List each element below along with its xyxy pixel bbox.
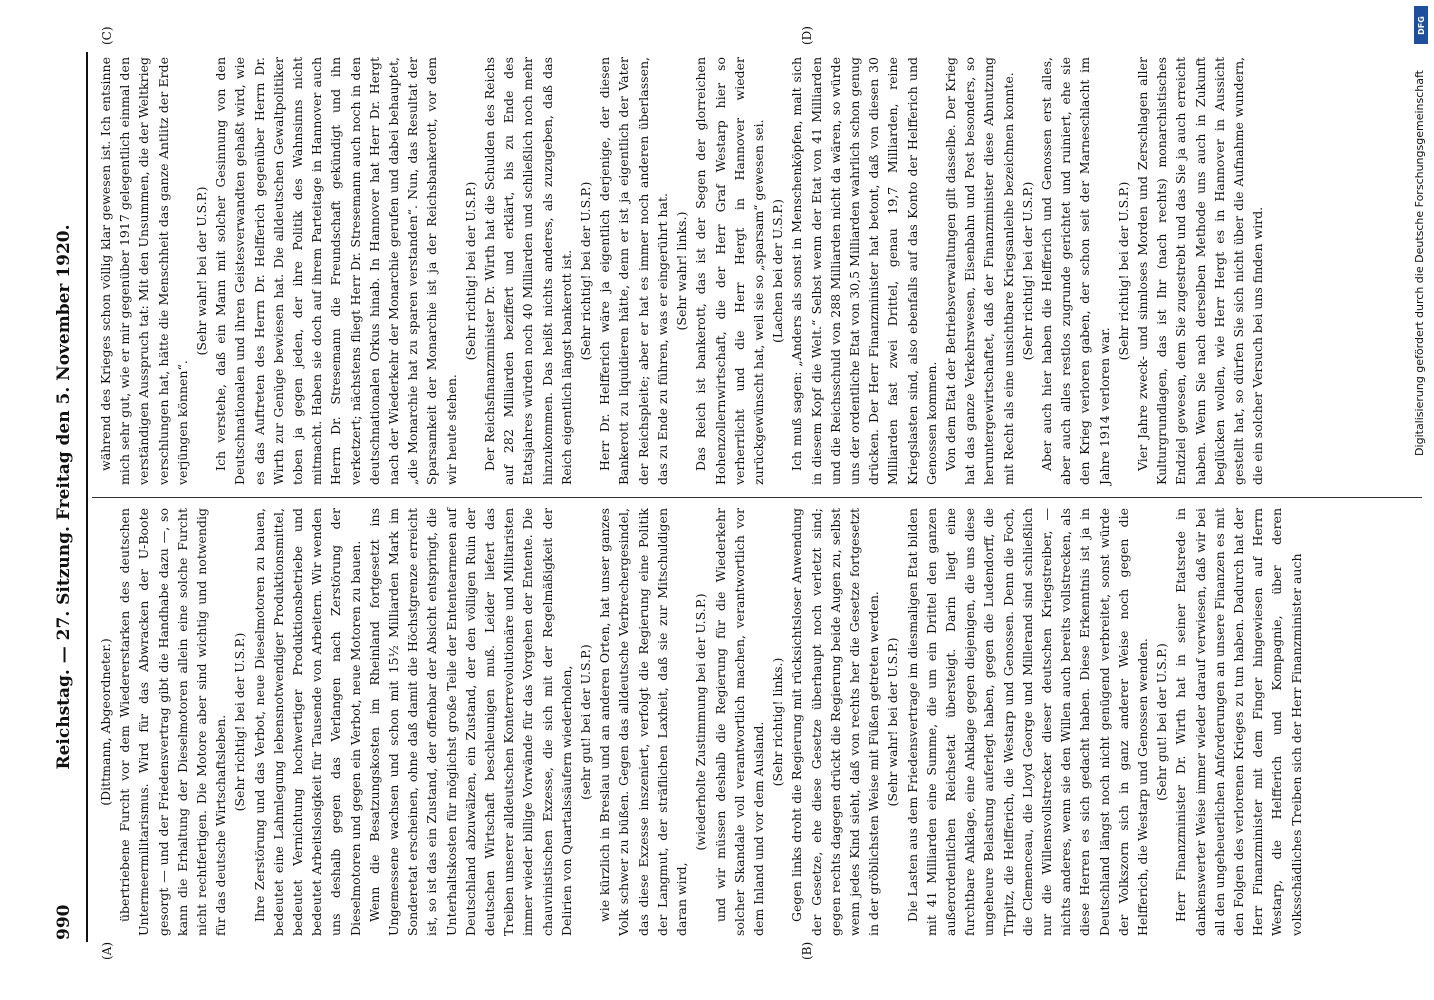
paragraph: (Sehr wahr! links.) (674, 211, 690, 331)
paragraph: Von dem Etat der Betriebsverwaltungen gilt dasselbe. Der Krieg hat das ganze Verkehrswesen, Eisenbahn und Post besonders, so heruntergewirtschaftet, daß der Finanzminister diese Abnutzung mit Recht als eine unsichtbare Kriegsanleihe bezeichnen konnte. (942, 57, 1016, 485)
page-header (50, 52, 78, 942)
paragraph: Wenn die Besatzungskosten im Rheinland fortgesetzt ins Ungemessene wachsen und schon mit 15½ Milliarden Mark im Sonderetat erscheinen, ohne daß damit die Höchstgrenze erreicht ist, so ist das ein Zustand, der offenbar der Absicht entspringt, die Unterhaltskosten für möglichst große Teile der Ententearmeen auf Deutschland abzuwälzen, ein Zustand, der den völligen Ruin der deutschen Wirtschaft beschleunigen muß. Leider liefert das Treiben unserer alldeutschen Konterrevolutionäre und Militaristen immer wieder billige Vorwände für das Vorgehen der Entente. Die chauvinistischen Exzesse, die sich mit der Regelmäßigkeit der Delirien von Quartalssäufern wiederholen, (366, 508, 574, 936)
paragraph: übertriebene Furcht vor dem Wiedererstarken des deutschen Untermeermilitarismus. Wird für das Abwracken der U-Boote gesorgt — und der Friedensvertrag gibt die Handhabe dazu —, so kann die Erhaltung der Dieselmotoren allein eine solche Furcht nicht rechtfertigen. Die Motore aber sind wichtig und notwendig für das deutsche Wirtschaftsleben. (117, 508, 229, 936)
paragraph: während des Krieges schon völlig klar gewesen ist. Ich entsinne mich sehr gut, wie er mir gegenüber 1917 gelegentlich einmal den verständigen Ausspruch tat: Mit den Unsummen, die der Weltkrieg verschlungen hat, hätte die Menschheit das ganze Antlitz der Erde verjüngen können“. (98, 57, 190, 485)
paragraph: (Sehr wahr! bei der U.S.P.) (885, 637, 901, 807)
paragraph: (Sehr richtig! bei der U.S.P.) (1115, 181, 1131, 361)
paragraph: Herr Dr. Helfferich wäre ja eigentlich derjenige, der diesen Bankerott zu liquidieren hätte, denn er ist ja eigentlich der Vater der Reichspleite; aber er hat es immer noch anderen überlassen, das zu Ende zu führen, was er eingerührt hat. (597, 57, 670, 485)
digitization-credit (1410, 10, 1430, 990)
paragraph: Der Reichsfinanzminister Dr. Wirth hat die Schulden des Reichs auf 282 Milliarden beziffert und erklärt, bis zu Ende des Etatsjahres würden noch 40 Milliarden und schließlich noch mehr hinzukommen. Das heißt nichts anderes, als zuzugeben, daß das Reich eigentlich längst bankerott ist. (482, 57, 574, 485)
paragraph: Gegen links droht die Regierung mit rücksichtsloser Anwendung der Gesetze, ehe diese Gesetze überhaupt noch verletzt sind; gegen rechts dagegen drückt die Regierung beide Augen zu, selbst wenn jedes Kind sieht, daß von rechts her die Gesetze fortgesetzt in der gröblichsten Weise mit Füßen getreten werden. (789, 508, 882, 936)
column-rule (92, 497, 1422, 498)
margin-marker-c: (C) (100, 26, 114, 45)
credit-text: Digitalisierung gefördert durch die Deutsche Forschungsgemeinschaft (1413, 70, 1426, 456)
paragraph: (sehr gut! bei der U.S.P.) (578, 644, 594, 800)
right-column (96, 57, 1267, 485)
paragraph: wie kürzlich in Breslau und an anderen Orten, hat unser ganzes Volk schwer zu büßen. Gegen das alldeutsche Verbrechergesindel, das diese Exzesse inszeniert, verfolgt die Regierung eine Politik der Langmut, der sträflichen Laxheit, daß sie zur Mitschuldigen daran wird, (597, 508, 690, 936)
margin-marker-a: (A) (100, 941, 114, 960)
paragraph: Vier Jahre zweck- und sinnloses Morden und Zerschlagen aller Kulturgrundlagen, das ist Ihr (nach rechts) monarchistisches Endziel gewesen, dem Sie zugestrebt und das Sie ja auch erreicht haben. Wenn Sie nach derselben Methode uns auch in Zukunft beglücken wollen, wie Herr Hergt es in Hannover in Aussicht gestellt hat, so dürfen Sie sich nicht über die Aufnahme wundern, die ein solcher Versuch bei uns finden wird. (1134, 57, 1266, 485)
paragraph: (Sehr gut! bei der U.S.P.) (1154, 643, 1170, 801)
margin-marker-b: (B) (800, 941, 814, 960)
paragraph: (Sehr richtig! bei der U.S.P.) (578, 181, 594, 361)
paragraph: Herr Finanzminister Dr. Wirth hat in seiner Etatsrede in dankenswerter Weise immer wieder darauf verwiesen, daß wir bei all den ungeheuerlichen Anforderungen an unsere Finanzen es mit den Folgen des verlorenen Krieges zu tun haben. Dadurch hat der Herr Finanzminister mit dem Finger hingewiesen auf Herrn Westarp, die Helfferich und Kompagnie, über deren volksschädliches Treiben sich der Herr Finanzminister auch (1173, 508, 1304, 936)
paragraph: (Sehr richtig! links.) (770, 657, 786, 787)
margin-marker-d: (D) (800, 26, 814, 45)
paragraph: (Sehr richtig! bei der U.S.P.) (462, 181, 478, 361)
paragraph: (Dittmann, Abgeordneter.) (98, 638, 113, 806)
paragraph: und wir müssen deshalb die Regierung für die Wiederkehr solcher Skandale voll verantwortlich machen, verantwortlich vor dem Inland und vor dem Ausland. (712, 508, 766, 936)
left-column (96, 508, 1306, 936)
dfg-logo-text: DFG (1416, 15, 1426, 35)
paragraph: (Sehr richtig! bei der U.S.P.) (232, 632, 248, 812)
paragraph: (Sehr wahr! bei der U.S.P.) (194, 186, 210, 356)
paragraph: Ihre Zerstörung und das Verbot, neue Dieselmotoren zu bauen, bedeutet eine Lahmlegung lebensnotwendiger Produktionsmittel, bedeutet Vernichtung hochwertiger Produktionsbetriebe und bedeutet Arbeitslosigkeit für Tausende von Arbeitern. Wir wenden uns deshalb gegen das Verlangen nach Zerstörung der Dieselmotoren und gegen ein Verbot, neue Motoren zu bauen. (251, 508, 363, 936)
paragraph: Das Reich ist bankerott, das ist der Segen der glorreichen Hohenzollernwirtschaft, die der Herr Graf Westarp hier so verherrlicht und die Herr Hergt in Hannover wieder zurückgewünscht hat, weil sie so „sparsam“ gewesen sei. (693, 57, 766, 485)
paragraph: Die Lasten aus dem Friedensvertrage im diesmaligen Etat bilden mit 41 Milliarden eine Summe, die um ein Drittel den ganzen außerordentlichen Reichsetat übersteigt. Darin liegt eine furchtbare Anklage, eine Anklage gegen diejenigen, die uns diese ungeheure Belastung auferlegt haben, gegen die Ludendorff, die Tirpitz, die Helfferich, die Westarp und Genossen. Denn die Foch, die Clemenceau, die Lloyd George und Millerand sind schließlich nur die Willensvollstrecker dieser deutschen Kriegstreiber, — nichts anderes, wenn sie den Willen auch bereits vollstrecken, als diese Herren es sich gedacht haben. Diese Erkenntnis ist ja in Deutschland längst noch nicht genügend verbreitet, sonst würde der Volkszorn sich in ganz anderer Weise noch gegen die Helfferich, die Westarp und Genossen wenden. (904, 508, 1150, 936)
paragraph: (wiederholte Zustimmung bei der U.S.P.) (693, 593, 709, 851)
header-rule (86, 52, 88, 942)
paragraph: Ich verstehe, daß ein Mann mit solcher Gesinnung von den Deutschnationalen und ihren Geistesverwandten gehaßt wird, wie es das Auftreten des Herrn Dr. Helfferich gegenüber Herrn Dr. Wirth zur Genüge bewiesen hat. Die alldeutschen Gewaltpolitiker toben ja gegen jeden, der ihre Politik des Wahnsinns nicht mitmacht. Haben sie doch auf ihrem Parteitage in Hannover auch Herrn Dr. Stresemann die Freundschaft gekündigt und ihn verketzert; nächstens fliegt Herr Dr. Stresemann auch noch in den deutschnationalen Orkus hinab. In Hannover hat Herr Dr. Hergt nach der Wiederkehr der Monarchie gerufen und dabei behauptet, „die Monarchie hat zu sparen verstanden“. Nun, das Resultat der Sparsamkeit der Monarchie ist ja der Reichsbankerott, vor dem wir heute stehen. (213, 57, 459, 485)
paragraph: Aber auch hier haben die Helfferich und Genossen erst alles, aber auch alles restlos zugrunde gerichtet und ruiniert, ehe sie den Krieg verloren gaben, der schon seit der Marneschlacht im Jahre 1914 verloren war. (1038, 57, 1112, 485)
running-title: Reichstag. — 27. Sitzung. Freitag den 5. November 1920. (54, 224, 74, 770)
paragraph: Ich muß sagen: „Anders als sonst in Menschenköpfen, malt sich in diesem Kopf die Welt.“ Selbst wenn der Etat von 41 Milliarden und die Reichsschuld von 288 Milliarden nicht da wären, so würde uns der ordentliche Etat von 30,5 Milliarden wahrlich schon genug drücken. Der Herr Finanzminister hat betont, daß von diesen 30 Milliarden fast zwei Drittel, genau 19,7 Milliarden, reine Kriegslasten sind, also ebenfalls auf das Konto der Helfferich und Genossen kommen. (789, 57, 939, 485)
dfg-logo (1414, 6, 1428, 44)
page-number: 990 (54, 904, 74, 940)
paragraph: (Lachen bei der U.S.P.) (770, 199, 786, 344)
paragraph: (Sehr richtig! bei der U.S.P.) (1019, 181, 1035, 361)
